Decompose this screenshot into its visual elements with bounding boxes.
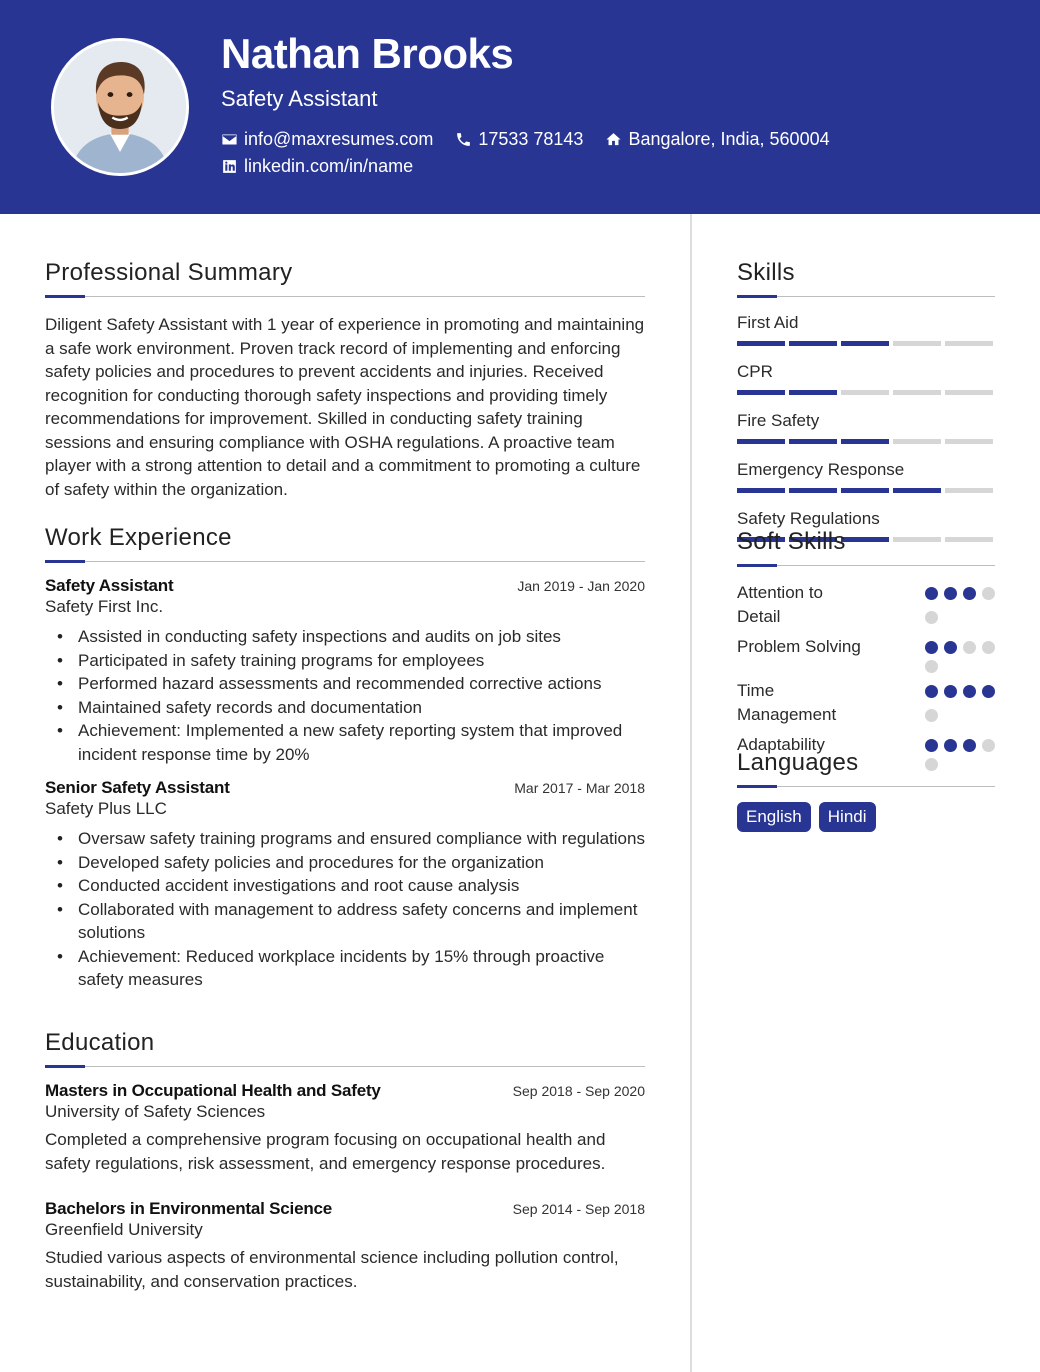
skill-level-bar xyxy=(737,439,995,444)
soft-skills-list xyxy=(737,581,995,771)
skill-segment-empty xyxy=(945,390,993,395)
candidate-name: Nathan Brooks xyxy=(221,30,514,77)
email-text: info@maxresumes.com xyxy=(244,129,434,149)
skill-level-bar xyxy=(737,341,995,346)
skills-list xyxy=(737,311,995,542)
rating-dot-filled xyxy=(925,641,938,654)
phone-text: 17533 78143 xyxy=(478,129,584,149)
rating-dot-empty xyxy=(982,641,995,654)
skill-name: CPR xyxy=(737,362,773,381)
resume-header xyxy=(0,0,1040,214)
job-bullet: • Oversaw safety training programs and ensured compliance with regulations xyxy=(45,827,645,851)
education-description: Studied various aspects of environmental science including pollution control, sustainability, and conservation practices. xyxy=(45,1248,619,1291)
rating-dot-filled xyxy=(963,685,976,698)
language-tag: English xyxy=(737,802,811,832)
job-dates: Mar 2017 - Mar 2018 xyxy=(514,780,645,796)
skill-item xyxy=(737,311,995,346)
degree-name: Masters in Occupational Health and Safety xyxy=(45,1081,381,1100)
skill-segment-filled xyxy=(737,439,785,444)
skill-segment-filled xyxy=(893,488,941,493)
job-company: Safety First Inc. xyxy=(45,597,164,616)
linkedin-text: linkedin.com/in/name xyxy=(244,156,414,176)
degree-name: Bachelors in Environmental Science xyxy=(45,1199,333,1218)
experience-heading: Work Experience xyxy=(45,524,232,551)
education-dates: Sep 2014 - Sep 2018 xyxy=(512,1201,645,1217)
summary-heading: Professional Summary xyxy=(45,259,293,286)
job-role: Senior Safety Assistant xyxy=(45,778,230,797)
skill-level-bar xyxy=(737,390,995,395)
envelope-icon xyxy=(221,131,238,148)
rating-dot-filled xyxy=(963,587,976,600)
job-bullet: • Participated in safety training programs for employees xyxy=(45,649,645,673)
soft-skill-name: Attention to Detail xyxy=(737,583,824,626)
profile-photo xyxy=(51,38,189,176)
job-bullet: • Conducted accident investigations and root cause analysis xyxy=(45,874,645,898)
skill-name: First Aid xyxy=(737,313,799,332)
rating-dot-filled xyxy=(944,587,957,600)
skill-segment-filled xyxy=(789,341,837,346)
skill-segment-empty xyxy=(841,390,889,395)
skill-segment-empty xyxy=(945,439,993,444)
job-entry xyxy=(45,576,645,766)
skill-segment-filled xyxy=(841,439,889,444)
skill-segment-filled xyxy=(737,341,785,346)
section-rule xyxy=(737,295,995,298)
section-rule xyxy=(737,564,995,567)
rating-dot-empty xyxy=(925,709,938,722)
job-dates: Jan 2019 - Jan 2020 xyxy=(517,578,645,594)
skill-item xyxy=(737,360,995,395)
soft-skill-item xyxy=(737,635,995,673)
job-bullet: • Developed safety policies and procedures for the organization xyxy=(45,851,645,875)
skill-name: Emergency Response xyxy=(737,460,905,479)
contact-row xyxy=(221,129,852,150)
location-text: Bangalore, India, 560004 xyxy=(628,129,830,149)
soft-skills-heading: Soft Skills xyxy=(737,528,846,555)
job-bullets xyxy=(45,625,645,766)
soft-skills-section xyxy=(737,528,995,777)
skill-segment-filled xyxy=(737,390,785,395)
skill-segment-filled xyxy=(737,488,785,493)
job-bullet: • Collaborated with management to address safety concerns and implement solutions xyxy=(45,898,645,945)
education-section xyxy=(45,1029,645,1294)
skill-segment-empty xyxy=(893,341,941,346)
skill-segment-filled xyxy=(789,439,837,444)
linkedin-icon xyxy=(221,158,238,175)
contact-row-linkedin xyxy=(221,156,435,177)
languages-section xyxy=(737,749,995,832)
skill-segment-filled xyxy=(841,488,889,493)
education-description: Completed a comprehensive program focusing on occupational health and safety regulations, risk assessment, and emergency response procedures. xyxy=(45,1130,606,1173)
section-rule xyxy=(45,1065,645,1068)
education-heading: Education xyxy=(45,1029,155,1056)
job-bullet: • Performed hazard assessments and recommended corrective actions xyxy=(45,672,645,696)
school-name: Greenfield University xyxy=(45,1220,203,1239)
skill-segment-empty xyxy=(945,341,993,346)
languages-heading: Languages xyxy=(737,749,859,776)
skill-segment-filled xyxy=(789,390,837,395)
summary-text: Diligent Safety Assistant with 1 year of experience in promoting and maintaining a safe work environment. Proven track record of implementing and enforcing safety policies and procedures to prevent accidents and injuries. Received recognition for conducting thorough safety inspections and providing timely recommendations for improvement. Skilled in conducting safety training sessions and ensuring compliance with OSHA regulations. A proactive team player with a strong attention to detail and a commitment to promoting a culture of safety within the organization. xyxy=(45,315,645,499)
education-entry xyxy=(45,1199,645,1294)
section-rule xyxy=(737,785,995,788)
rating-dot-filled xyxy=(982,685,995,698)
skill-segment-filled xyxy=(789,488,837,493)
skill-name: Fire Safety xyxy=(737,411,820,430)
rating-dot-filled xyxy=(925,685,938,698)
contact-linkedin[interactable] xyxy=(221,156,413,177)
job-company: Safety Plus LLC xyxy=(45,799,167,818)
soft-skill-item xyxy=(737,679,995,727)
contact-location xyxy=(605,129,829,150)
skills-section xyxy=(737,259,995,556)
rating-dot-empty xyxy=(963,641,976,654)
skill-level-bar xyxy=(737,488,995,493)
contact-phone[interactable] xyxy=(455,129,583,150)
candidate-title: Safety Assistant xyxy=(221,86,378,111)
school-name: University of Safety Sciences xyxy=(45,1102,266,1121)
languages-list xyxy=(737,802,995,832)
job-bullet: • Achievement: Implemented a new safety reporting system that improved incident response time by 20% xyxy=(45,719,645,766)
column-divider xyxy=(690,214,692,1372)
soft-skill-rating xyxy=(925,581,995,629)
rating-dot-empty xyxy=(925,660,938,673)
skill-name: Safety Regulations xyxy=(737,509,880,528)
soft-skill-rating xyxy=(925,635,995,673)
soft-skill-rating xyxy=(925,679,995,727)
rating-dot-empty xyxy=(982,587,995,600)
experience-section xyxy=(45,524,645,992)
contact-email[interactable] xyxy=(221,129,433,150)
job-role: Safety Assistant xyxy=(45,576,174,595)
job-bullet: • Achievement: Reduced workplace incidents by 15% through proactive safety measures xyxy=(45,945,645,992)
soft-skill-item xyxy=(737,581,995,629)
job-bullet: • Maintained safety records and documentation xyxy=(45,696,645,720)
job-bullet: • Assisted in conducting safety inspections and audits on job sites xyxy=(45,625,645,649)
job-entry xyxy=(45,778,645,992)
education-entry xyxy=(45,1081,645,1176)
section-rule xyxy=(45,295,645,298)
rating-dot-empty xyxy=(925,611,938,624)
soft-skill-name: Time Management xyxy=(737,681,837,724)
skill-segment-empty xyxy=(945,488,993,493)
language-tag: Hindi xyxy=(819,802,876,832)
education-dates: Sep 2018 - Sep 2020 xyxy=(512,1083,645,1099)
soft-skill-name: Adaptability xyxy=(737,735,825,754)
rating-dot-filled xyxy=(925,587,938,600)
skill-segment-filled xyxy=(841,341,889,346)
skill-item xyxy=(737,458,995,493)
rating-dot-filled xyxy=(944,641,957,654)
phone-icon xyxy=(455,131,472,148)
profile-photo-illustration xyxy=(54,41,186,173)
rating-dot-filled xyxy=(944,685,957,698)
skills-heading: Skills xyxy=(737,259,795,286)
home-icon xyxy=(605,131,622,148)
skill-segment-empty xyxy=(893,390,941,395)
skill-segment-empty xyxy=(893,439,941,444)
summary-section xyxy=(45,259,645,501)
section-rule xyxy=(45,560,645,563)
job-bullets xyxy=(45,827,645,992)
soft-skill-name: Problem Solving xyxy=(737,637,861,656)
skill-item xyxy=(737,409,995,444)
